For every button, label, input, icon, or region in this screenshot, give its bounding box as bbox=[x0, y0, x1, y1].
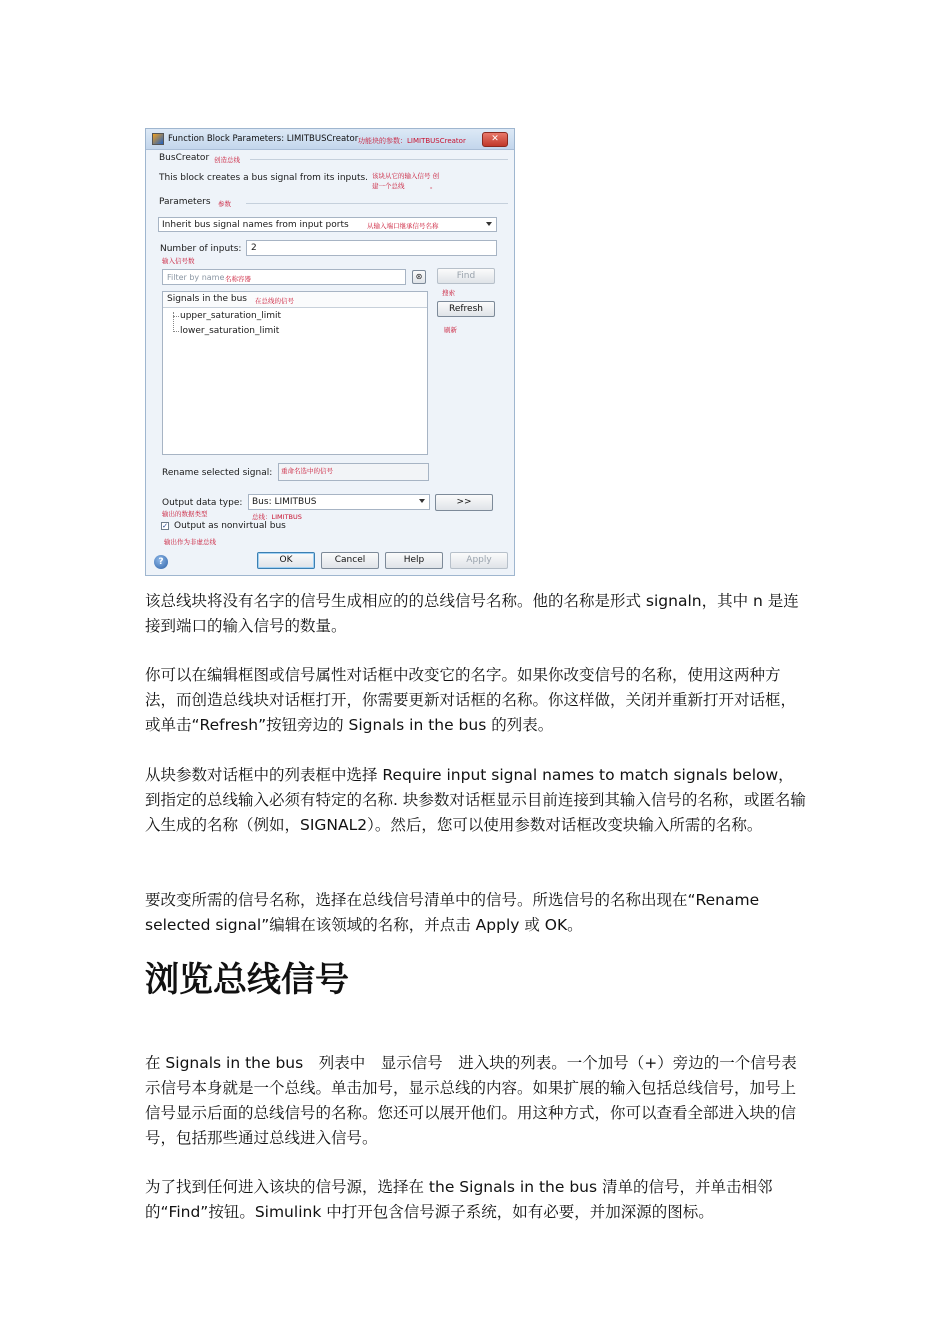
description-annotation-line2: 建一个总线 bbox=[372, 182, 405, 190]
rename-annotation: 重命名选中的信号 bbox=[281, 467, 333, 475]
nonvirtual-label: Output as nonvirtual bus bbox=[174, 521, 286, 531]
inherit-select-value: Inherit bus signal names from input ports bbox=[162, 220, 349, 230]
nonvirtual-annotation: 输出作为非虚总线 bbox=[164, 538, 216, 546]
paragraph-5: 在 Signals in the bus 列表中 显示信号 进入块的列表。一个加号（+）旁边的一个信号表示信号本身就是一个总线。单击加号，显示总线的内容。如果扩展的输入包括总线信号，加号上信号显示后面的总线信号的名称。您还可以展开他们。用这种方式，你可以查看全部进入块的信号，包括那些通过总线进入信号。 bbox=[145, 1054, 797, 1147]
section-heading: 浏览总线信号 bbox=[145, 960, 349, 1000]
rename-label: Rename selected signal: bbox=[162, 468, 273, 478]
ok-button[interactable]: OK bbox=[257, 552, 315, 569]
parameters-annotation: 参数 bbox=[218, 200, 231, 208]
inherit-select-annotation: 从输入端口继承信号名称 bbox=[367, 222, 439, 230]
filter-annotation: 名称容器 bbox=[225, 275, 251, 283]
number-of-inputs-label: Number of inputs: bbox=[160, 244, 242, 254]
refresh-annotation: 刷新 bbox=[444, 326, 457, 334]
output-type-select[interactable] bbox=[248, 494, 430, 510]
paragraph-2: 你可以在编辑框图或信号属性对话框中改变它的名字。如果你改变信号的名称，使用这两种方法，而创造总线块对话框打开，你需要更新对话框的名称。你这样做，关闭并重新打开对话框，或单击“Refresh”按钮旁边的 Signals in the bus 的列表。 bbox=[145, 666, 797, 734]
paragraph-1: 该总线块将没有名字的信号生成相应的的总线信号名称。他的名称是形式 signaln，其中 n 是连接到端口的输入信号的数量。 bbox=[145, 592, 799, 635]
chevron-down-icon bbox=[486, 222, 492, 226]
cancel-button[interactable]: Cancel bbox=[321, 552, 379, 569]
output-type-annotation: 输出的数据类型 bbox=[162, 510, 208, 518]
app-icon bbox=[152, 133, 164, 145]
nonvirtual-checkbox[interactable]: ✓ bbox=[162, 522, 168, 530]
close-icon[interactable]: ✕ bbox=[482, 132, 508, 147]
expand-data-type-button[interactable]: >> bbox=[435, 494, 493, 511]
dialog-title-annotation: 功能块的参数：LIMITBUSCreator bbox=[358, 137, 466, 145]
dialog-screenshot bbox=[145, 128, 515, 576]
section-title-annotation: 创造总线 bbox=[214, 156, 240, 164]
number-of-inputs-annotation: 输入信号数 bbox=[162, 257, 195, 265]
filter-placeholder: Filter by name bbox=[167, 273, 225, 282]
signal-item[interactable]: lower_saturation_limit bbox=[180, 326, 280, 336]
number-of-inputs-value: 2 bbox=[251, 243, 257, 253]
paragraph-4: 要改变所需的信号名称，选择在总线信号清单中的信号。所选信号的名称出现在“Rename selected signal”编辑在该领域的名称，并点击 Apply 或 OK。 bbox=[145, 891, 760, 934]
paragraph-6: 为了找到任何进入该块的信号源，选择在 the Signals in the bus 清单的信号，并单击相邻的“Find”按钮。Simulink 中打开包含信号源子系统，如有必要，并加深源的图标。 bbox=[145, 1178, 773, 1221]
help-button[interactable]: Help bbox=[385, 552, 443, 569]
description-annotation-line1: 该块从它的输入信号 创 bbox=[372, 172, 440, 180]
dialog-title: Function Block Parameters: LIMITBUSCreator bbox=[168, 134, 359, 144]
rename-field[interactable] bbox=[278, 463, 429, 481]
output-type-value: Bus: LIMITBUS bbox=[252, 497, 317, 507]
refresh-button[interactable]: Refresh bbox=[437, 301, 495, 317]
find-button[interactable]: Find bbox=[437, 268, 495, 284]
signals-list-header bbox=[163, 292, 427, 308]
dialog-titlebar bbox=[146, 129, 514, 150]
description-annotation-dot: 。 bbox=[430, 182, 437, 190]
parameters-label: Parameters bbox=[159, 197, 211, 207]
apply-button[interactable]: Apply bbox=[450, 552, 508, 569]
paragraph-3: 从块参数对话框中的列表框中选择 Require input signal names to match signals below，到指定的总线输入必须有特定的名称. 块参数对话框显示目前连接到其输入信号的名称，或匿名输入生成的名称（例如，SIGNAL2）。然后，您可以使用参数对话框改变块输入所需的名称。 bbox=[145, 766, 806, 834]
block-description: This block creates a bus signal from its inputs. bbox=[159, 173, 369, 183]
help-icon[interactable]: ? bbox=[154, 555, 168, 569]
output-type-label: Output data type: bbox=[162, 498, 243, 508]
signals-list[interactable] bbox=[162, 291, 428, 455]
signal-item[interactable]: upper_saturation_limit bbox=[180, 311, 282, 321]
chevron-down-icon bbox=[419, 499, 425, 503]
filter-input[interactable] bbox=[162, 269, 406, 285]
signals-header-label: Signals in the bus bbox=[167, 294, 247, 304]
section-title: BusCreator bbox=[159, 153, 210, 163]
signals-header-annotation: 在总线的信号 bbox=[255, 297, 294, 305]
find-annotation: 搜索 bbox=[442, 289, 455, 297]
inherit-names-select[interactable] bbox=[158, 217, 497, 232]
output-type-value-annotation: 总线：LIMITBUS bbox=[252, 513, 302, 521]
binoculars-icon[interactable]: ⊛ bbox=[412, 270, 426, 284]
number-of-inputs-field[interactable] bbox=[246, 240, 497, 256]
